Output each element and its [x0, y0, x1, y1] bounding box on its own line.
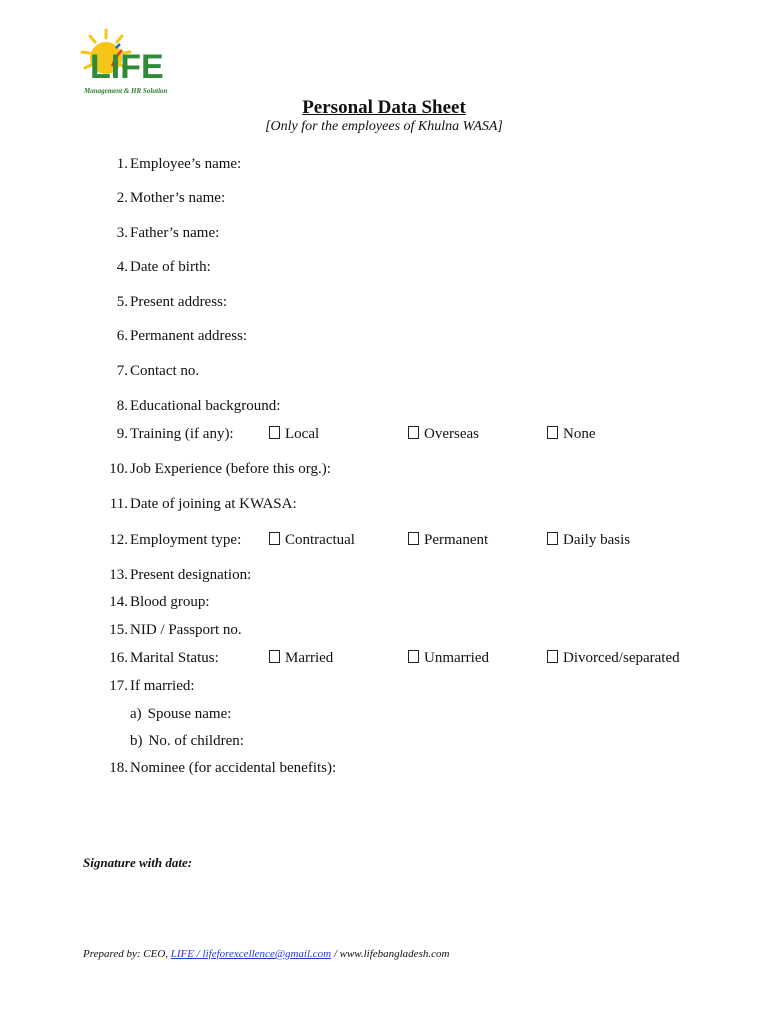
subitem-letter: a): [130, 706, 142, 722]
option-label: Divorced/separated: [563, 650, 680, 666]
item-label: Nominee (for accidental benefits):: [130, 760, 337, 776]
item-label: Mother’s name:: [130, 190, 226, 206]
item-number: 12.: [109, 532, 128, 548]
item-number: 2.: [116, 190, 128, 206]
marital-option[interactable]: [408, 650, 489, 667]
item-label: NID / Passport no.: [130, 622, 242, 638]
footer-prefix: Prepared by: CEO,: [83, 948, 171, 960]
employment-option[interactable]: [408, 532, 488, 549]
page-subtitle: [Only for the employees of Khulna WASA]: [265, 119, 503, 134]
option-label: Daily basis: [563, 532, 631, 548]
footer-suffix: / www.lifebangladesh.com: [331, 948, 450, 960]
checkbox-icon[interactable]: [547, 650, 558, 663]
svg-text:LIFE: LIFE: [90, 48, 164, 86]
option-label: Permanent: [424, 532, 489, 548]
checkbox-icon[interactable]: [547, 426, 558, 439]
training-option[interactable]: [269, 426, 319, 443]
item-label: Contact no.: [130, 363, 200, 379]
item-number: 13.: [109, 567, 128, 583]
item-number: 10.: [109, 461, 128, 477]
training-option[interactable]: [547, 426, 596, 443]
item-number: 15.: [109, 622, 128, 638]
item-number: 4.: [116, 259, 128, 275]
item-label: Educational background:: [130, 398, 281, 414]
marital-option[interactable]: [269, 650, 333, 667]
checkbox-icon[interactable]: [269, 426, 280, 439]
married-subitem: [130, 706, 231, 723]
checkbox-icon[interactable]: [408, 426, 419, 439]
option-label: Unmarried: [424, 650, 489, 666]
item-label: Present address:: [130, 294, 228, 310]
married-subitem: [130, 733, 244, 750]
item-number: 16.: [109, 650, 128, 666]
option-label: Married: [285, 650, 334, 666]
option-label: Local: [285, 426, 320, 442]
life-logo: [76, 26, 200, 98]
sun-logo-icon: [76, 26, 200, 88]
item-number: 8.: [116, 398, 128, 414]
item-label: Present designation:: [130, 567, 252, 583]
checkbox-icon[interactable]: [408, 532, 419, 545]
item-number: 9.: [116, 426, 128, 442]
item-number: 6.: [116, 328, 128, 344]
subitem-letter: b): [130, 733, 143, 749]
item-label: Training (if any):: [130, 426, 234, 442]
item-label: Date of joining at KWASA:: [130, 496, 297, 512]
item-label: Employee’s name:: [130, 156, 242, 172]
marital-option[interactable]: [547, 650, 680, 667]
employment-option[interactable]: [547, 532, 630, 549]
item-number: 11.: [109, 496, 128, 512]
item-label: If married:: [130, 678, 195, 694]
footer-email-link[interactable]: LIFE / lifeforexcellence@gmail.com: [170, 948, 332, 960]
item-label: Permanent address:: [130, 328, 248, 344]
logo-tagline: Management & HR Solution: [84, 87, 168, 95]
training-option[interactable]: [408, 426, 479, 443]
item-number: 7.: [116, 363, 128, 379]
option-label: Overseas: [424, 426, 479, 442]
item-label: Blood group:: [130, 594, 210, 610]
signature-label: Signature with date:: [83, 855, 193, 870]
page-title: Personal Data Sheet: [302, 97, 466, 118]
item-number: 5.: [116, 294, 128, 310]
item-number: 3.: [116, 225, 128, 241]
item-label: Date of birth:: [130, 259, 211, 275]
item-label: Father’s name:: [130, 225, 220, 241]
checkbox-icon[interactable]: [547, 532, 558, 545]
item-number: 17.: [109, 678, 128, 694]
subitem-label: Spouse name:: [147, 706, 232, 722]
item-label: Job Experience (before this org.):: [130, 461, 331, 477]
item-number: 18.: [109, 760, 128, 776]
checkbox-icon[interactable]: [269, 532, 280, 545]
checkbox-icon[interactable]: [269, 650, 280, 663]
subitem-label: No. of children:: [148, 733, 244, 749]
item-label: Marital Status:: [130, 650, 219, 666]
item-number: 14.: [109, 594, 128, 610]
option-label: None: [563, 426, 596, 442]
employment-option[interactable]: [269, 532, 355, 549]
item-label: Employment type:: [130, 532, 242, 548]
checkbox-icon[interactable]: [408, 650, 419, 663]
footer: [83, 948, 449, 960]
item-number: 1.: [116, 156, 128, 172]
option-label: Contractual: [285, 532, 355, 548]
